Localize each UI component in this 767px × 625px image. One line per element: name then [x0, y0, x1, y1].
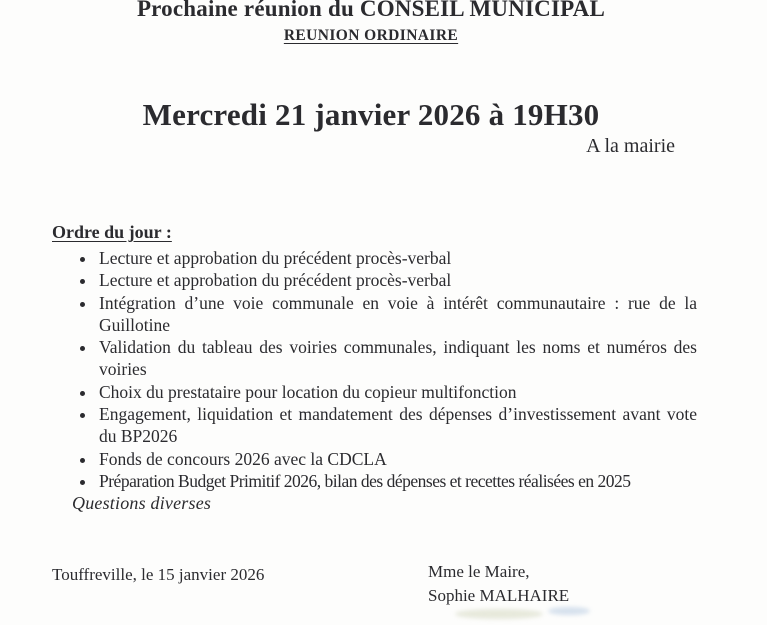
- agenda-heading: Ordre du jour :: [52, 222, 172, 242]
- meeting-location: A la mairie: [586, 135, 675, 157]
- agenda-item: • Intégration d’une voie communale en voie à intérêt communautaire : rue de la Guillotine: [97, 292, 697, 337]
- agenda-item: • Validation du tableau des voiries communales, indiquant les noms et numéros des voiries: [97, 336, 697, 381]
- signer-name-line: Sophie MALHAIRE: [428, 585, 570, 605]
- agenda-closing-note: Questions diverses: [72, 493, 212, 514]
- meeting-date-heading: Mercredi 21 janvier 2026 à 19H30: [142, 97, 600, 132]
- agenda-item: • Fonds de concours 2026 avec la CDCLA: [97, 448, 697, 470]
- agenda-list: [52, 247, 697, 492]
- agenda-item: • Lecture et approbation du précédent procès-verbal: [97, 247, 697, 269]
- agenda-item: • Engagement, liquidation et mandatement des dépenses d’investissement avant vote du BP2026: [97, 403, 697, 448]
- signature-ink-artifact: [455, 609, 543, 619]
- agenda-section: [52, 222, 697, 514]
- signer-title-line: Mme le Maire,: [428, 562, 530, 582]
- agenda-item: • Lecture et approbation du précédent procès-verbal: [97, 269, 697, 291]
- signer-block: [428, 560, 569, 607]
- agenda-item: • Préparation Budget Primitif 2026, bilan des dépenses et recettes réalisées en 2025: [97, 470, 697, 492]
- document-header: [0, 0, 742, 158]
- document-footer: [0, 560, 767, 624]
- agenda-item: • Choix du prestataire pour location du copieur multifonction: [97, 381, 697, 403]
- meeting-title: Prochaine réunion du CONSEIL MUNICIPAL: [136, 0, 606, 21]
- meeting-subtitle: REUNION ORDINAIRE: [283, 27, 459, 44]
- signature-ink-artifact: [548, 607, 590, 615]
- place-date-line: Touffreville, le 15 janvier 2026: [52, 565, 265, 585]
